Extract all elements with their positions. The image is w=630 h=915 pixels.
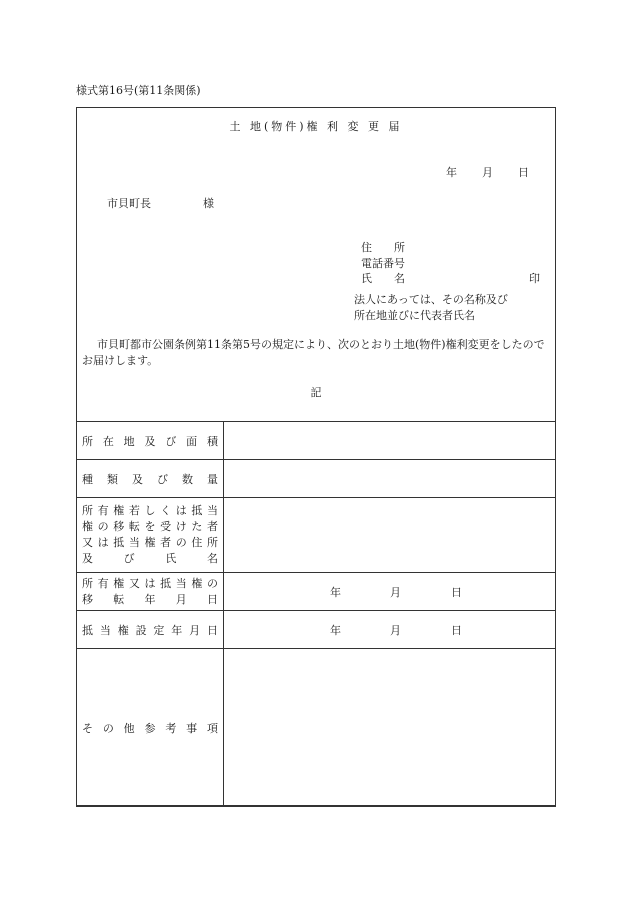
table-row — [77, 611, 556, 649]
mortgage-date-day: 日 — [451, 623, 462, 637]
transferee-label-line: 又は抵当権者の住所 — [82, 536, 218, 549]
transferee-label-line: 権の移転を受けた者 — [82, 520, 218, 533]
transfer-date-label-line: 移 転 年 月 日 — [82, 592, 218, 606]
mortgage-date-label: 抵当権設定年月日 — [77, 611, 224, 649]
transfer-date-label — [77, 573, 224, 611]
transfer-date-field[interactable] — [224, 573, 556, 611]
mortgage-date-year: 年 — [330, 623, 341, 637]
corporation-note-line1: 法人にあっては、その名称及び — [354, 293, 508, 306]
other-notes-label: その他参考事項 — [77, 649, 224, 807]
form-box — [76, 107, 556, 806]
transferee-label-line: 及 び 氏 名 — [82, 552, 218, 565]
form-title: 土 地(物件)権 利 変 更 届 — [229, 120, 403, 133]
type-quantity-label: 種類及び数量 — [77, 460, 224, 498]
seal-mark: 印 — [529, 272, 540, 285]
corporation-note-line2: 所在地並びに代表者氏名 — [354, 309, 475, 322]
header-date-day: 日 — [518, 166, 529, 179]
note-label: 記 — [310, 386, 322, 399]
transfer-date-label-line: 所有権又は抵当権の — [82, 576, 218, 590]
table-row — [77, 498, 556, 573]
location-area-label: 所在地及び面積 — [77, 422, 224, 460]
table-row — [77, 573, 556, 611]
transfer-date-month: 月 — [390, 585, 401, 599]
transfer-date-year: 年 — [330, 585, 341, 599]
type-quantity-field[interactable] — [224, 460, 556, 498]
header-date-year: 年 — [446, 166, 457, 179]
table-row — [77, 422, 556, 460]
form-number-label: 様式第16号(第11条関係) — [76, 84, 201, 97]
table-row — [77, 649, 556, 807]
body-text: 市貝町都市公園条例第11条第5号の規定により、次のとおり土地(物件)権利変更をしたのでお届けします。 — [82, 338, 545, 367]
transferee-label — [77, 498, 224, 573]
transfer-date-day: 日 — [451, 585, 462, 599]
header-date-month: 月 — [482, 166, 493, 179]
transferee-field[interactable] — [224, 498, 556, 573]
transferee-label-line: 所有権若しくは抵当 — [82, 504, 218, 517]
applicant-name-label: 氏 名 — [361, 272, 405, 285]
mortgage-date-month: 月 — [390, 623, 401, 637]
mortgage-date-field[interactable] — [224, 611, 556, 649]
table-row — [77, 460, 556, 498]
location-area-field[interactable] — [224, 422, 556, 460]
other-notes-field[interactable] — [224, 649, 556, 807]
addressee-name: 市貝町長 — [107, 197, 151, 210]
detail-table — [76, 421, 556, 807]
applicant-phone-label: 電話番号 — [361, 257, 405, 270]
addressee-honorific: 様 — [203, 197, 214, 210]
applicant-address-label: 住 所 — [361, 241, 405, 254]
